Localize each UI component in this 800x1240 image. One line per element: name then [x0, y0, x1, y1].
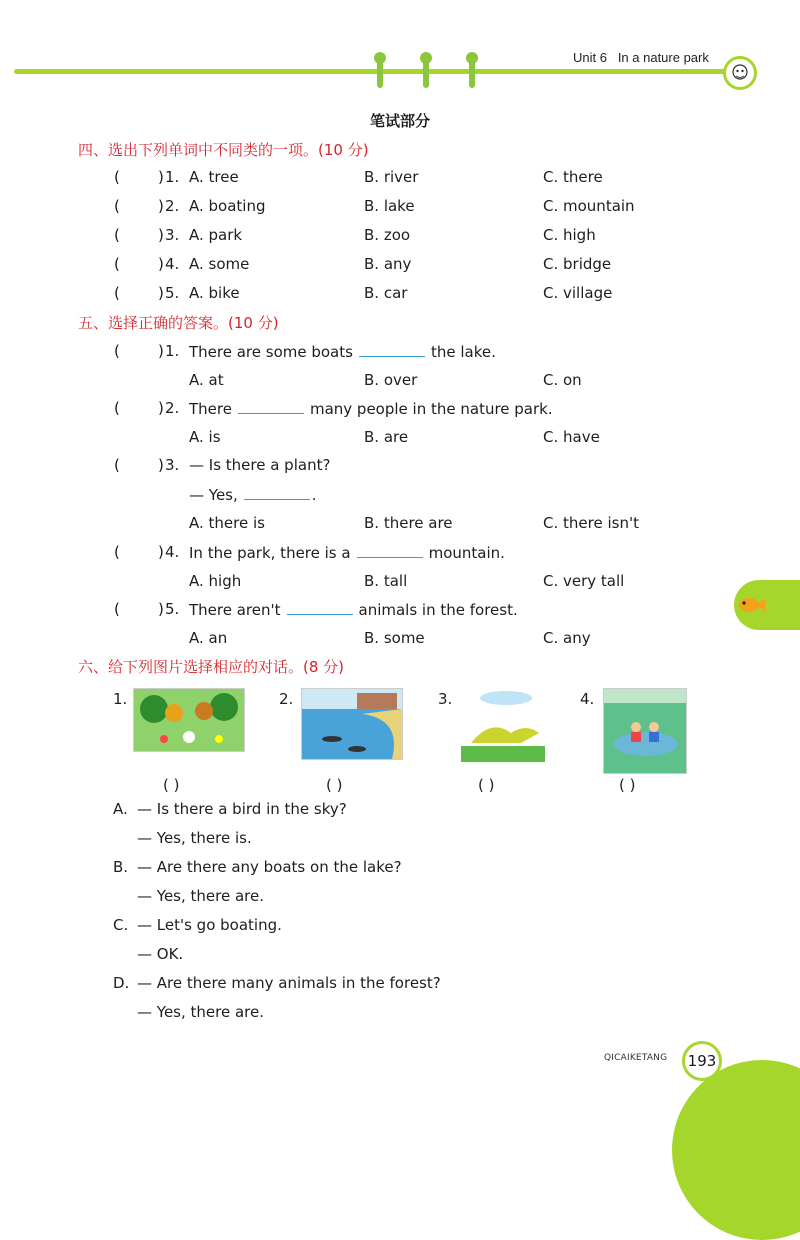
answer-blank[interactable] — [238, 399, 304, 414]
question-text — [189, 600, 518, 619]
answer-paren-close: ) — [158, 197, 164, 215]
answer-paren[interactable]: ( ) — [326, 776, 343, 794]
option-c: C. on — [543, 371, 582, 389]
question-post: animals in the forest. — [358, 601, 518, 619]
footer-decoration — [672, 1060, 800, 1240]
question-pre: There aren't — [189, 601, 281, 619]
picture-number: 4. — [580, 690, 595, 708]
answer-post: . — [311, 486, 317, 504]
option-b: B. river — [364, 168, 419, 186]
question-number: 1. — [165, 168, 180, 186]
answer-paren-close: ) — [158, 168, 164, 186]
page-title: 笔试部分 — [369, 112, 430, 130]
answer-blank[interactable] — [287, 600, 353, 615]
dialog-line-1: — Let's go boating. — [137, 916, 282, 934]
question-text — [189, 456, 330, 474]
dialog-line-1: — Is there a bird in the sky? — [137, 800, 347, 818]
answer-blank[interactable] — [357, 543, 423, 558]
option-b: B. zoo — [364, 226, 411, 244]
answer-paren-close: ) — [158, 284, 164, 302]
dialog-letter: A. — [113, 800, 128, 818]
question-number: 5. — [165, 284, 180, 302]
answer-paren-open[interactable]: ( — [114, 342, 120, 360]
question-pre: There are some boats — [189, 343, 353, 361]
question-text — [189, 543, 505, 562]
option-b: B. lake — [364, 197, 415, 215]
option-a: A. park — [189, 226, 243, 244]
option-c: C. very tall — [543, 572, 625, 590]
option-c: C. mountain — [543, 197, 635, 215]
forest-animals-picture — [133, 688, 245, 752]
question-pre: — Is there a plant? — [189, 456, 331, 474]
section-4-heading: 四、选出下列单词中不同类的一项。(10 分) — [78, 141, 369, 159]
option-b: B. car — [364, 284, 408, 302]
option-b: B. are — [364, 428, 409, 446]
dialog-letter: B. — [113, 858, 129, 876]
section-6-heading: 六、给下列图片选择相应的对话。(8 分) — [78, 658, 345, 676]
option-a: A. some — [189, 255, 250, 273]
answer-paren-close: ) — [158, 255, 164, 273]
question-post: many people in the nature park. — [309, 400, 553, 418]
question-post: the lake. — [430, 343, 496, 361]
option-b: B. tall — [364, 572, 408, 590]
option-a: A. at — [189, 371, 224, 389]
dialog-line-2: — Yes, there is. — [137, 829, 252, 847]
answer-paren-open[interactable]: ( — [114, 226, 120, 244]
question-number: 1. — [165, 342, 180, 360]
question-number: 2. — [165, 197, 180, 215]
option-b: B. there are — [364, 514, 453, 532]
dialog-line-2: — OK. — [137, 945, 184, 963]
answer-paren-open[interactable]: ( — [114, 456, 120, 474]
dialog-letter: D. — [113, 974, 130, 992]
question-number: 2. — [165, 399, 180, 417]
dialog-line-1: — Are there many animals in the forest? — [137, 974, 441, 992]
binder-peg — [423, 54, 429, 88]
question-pre: There — [189, 400, 232, 418]
unit-label: Unit 6 In a nature park — [573, 50, 709, 65]
dialog-letter: C. — [113, 916, 129, 934]
brand-label: QICAIKETANG — [604, 1053, 668, 1063]
answer-paren-open[interactable]: ( — [114, 168, 120, 186]
option-a: A. bike — [189, 284, 240, 302]
answer-paren[interactable]: ( ) — [619, 776, 636, 794]
picture-number: 2. — [279, 690, 294, 708]
answer-paren-open[interactable]: ( — [114, 600, 120, 618]
answer-paren-close: ) — [158, 226, 164, 244]
answer-paren[interactable]: ( ) — [478, 776, 495, 794]
question-text — [189, 399, 553, 418]
option-c: C. village — [543, 284, 613, 302]
question-text — [189, 342, 496, 361]
picture-number: 1. — [113, 690, 128, 708]
answer-paren[interactable]: ( ) — [163, 776, 180, 794]
option-c: C. any — [543, 629, 591, 647]
answer-paren-open[interactable]: ( — [114, 399, 120, 417]
option-a: A. there is — [189, 514, 265, 532]
binder-peg — [377, 54, 383, 88]
header-bar — [14, 69, 736, 74]
answer-pre: — Yes, — [189, 486, 238, 504]
question-pre: In the park, there is a — [189, 544, 351, 562]
answer-paren-open[interactable]: ( — [114, 543, 120, 561]
dialog-line-2: — Yes, there are. — [137, 887, 264, 905]
option-a: A. an — [189, 629, 228, 647]
picture-number: 3. — [438, 690, 453, 708]
option-a: A. high — [189, 572, 242, 590]
dialog-line-1: — Are there any boats on the lake? — [137, 858, 402, 876]
question-number: 4. — [165, 543, 180, 561]
answer-paren-close: ) — [158, 456, 164, 474]
question-number: 4. — [165, 255, 180, 273]
answer-paren-close: ) — [158, 543, 164, 561]
question-number: 5. — [165, 600, 180, 618]
option-c: C. there — [543, 168, 603, 186]
option-c: C. bridge — [543, 255, 612, 273]
answer-line — [189, 485, 317, 504]
option-c: C. high — [543, 226, 596, 244]
answer-paren-open[interactable]: ( — [114, 197, 120, 215]
boating-picture — [603, 688, 687, 774]
question-number: 3. — [165, 456, 180, 474]
answer-paren-open[interactable]: ( — [114, 255, 120, 273]
answer-paren-open[interactable]: ( — [114, 284, 120, 302]
binder-peg — [469, 54, 475, 88]
answer-paren-close: ) — [158, 399, 164, 417]
question-post: mountain. — [428, 544, 505, 562]
lake-boats-picture — [301, 688, 403, 760]
option-b: B. some — [364, 629, 425, 647]
section-5-heading: 五、选择正确的答案。(10 分) — [78, 314, 279, 332]
mascot-logo-icon — [723, 56, 757, 90]
dialog-line-2: — Yes, there are. — [137, 1003, 264, 1021]
question-number: 3. — [165, 226, 180, 244]
page-number: 193 — [682, 1041, 722, 1081]
option-b: B. over — [364, 371, 418, 389]
bird-sky-picture — [461, 688, 545, 762]
answer-blank[interactable] — [359, 342, 425, 357]
option-a: A. tree — [189, 168, 239, 186]
option-a: A. boating — [189, 197, 266, 215]
option-c: C. have — [543, 428, 600, 446]
answer-paren-close: ) — [158, 600, 164, 618]
option-b: B. any — [364, 255, 412, 273]
option-c: C. there isn't — [543, 514, 639, 532]
answer-paren-close: ) — [158, 342, 164, 360]
fish-icon — [737, 593, 765, 623]
answer-blank[interactable] — [244, 485, 310, 500]
option-a: A. is — [189, 428, 221, 446]
